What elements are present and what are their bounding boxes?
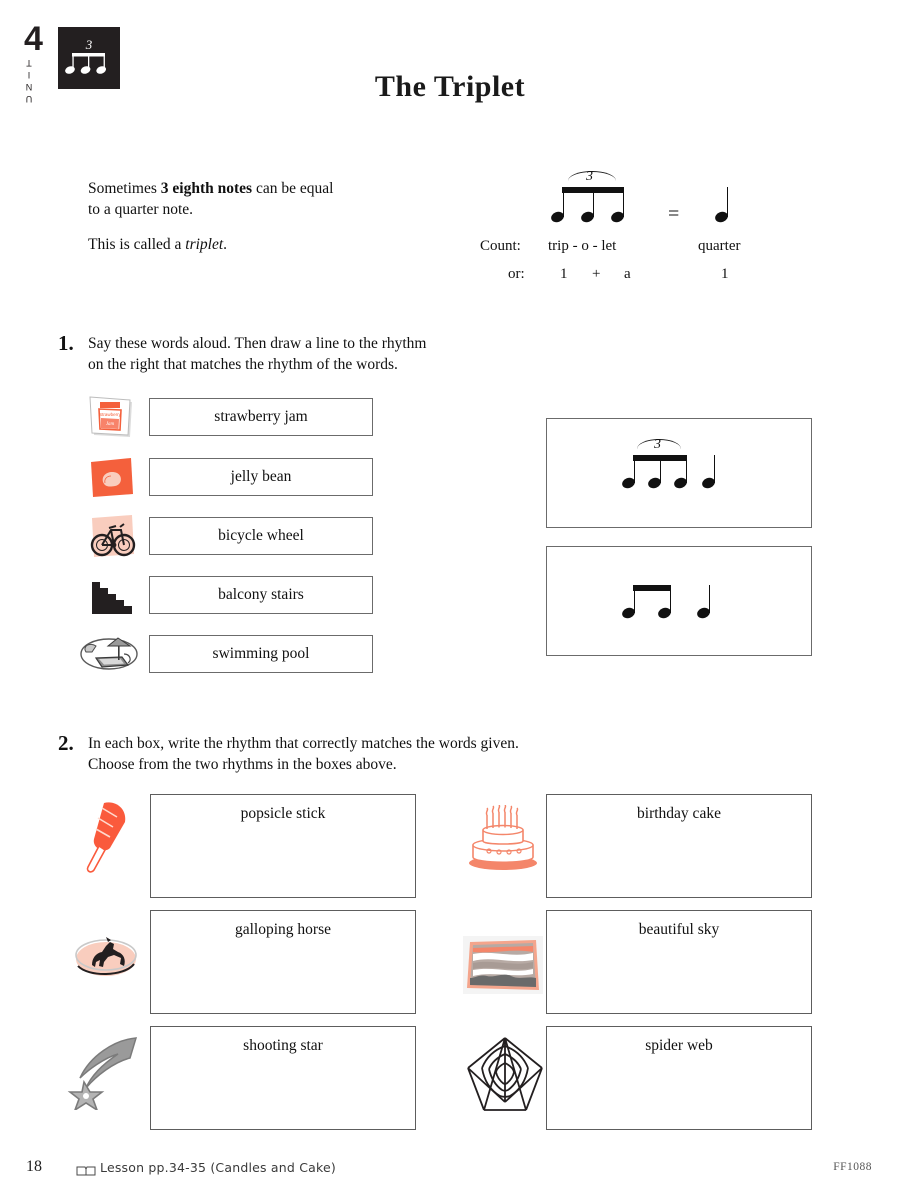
page-title: The Triplet [374,70,526,103]
jam-jar-icon [88,396,136,440]
intro2-italic: triplet [185,236,224,253]
intro-bold: 3 eighth notes [160,180,253,197]
icon-bicycle [88,514,136,560]
answerbox-popsicle-stick[interactable] [150,794,416,898]
open-book-icon [76,1163,96,1174]
wordbox-label: jelly bean [230,468,292,485]
intro-line-2 [88,234,348,255]
beam [633,585,671,591]
rhythm-box-triplet-quarter[interactable] [546,418,812,528]
or-label: or: [508,266,525,282]
svg-text:3: 3 [85,37,93,52]
icon-horse [70,928,142,988]
answerbox-shooting-star[interactable] [150,1026,416,1130]
swimming-pool-icon [78,630,140,674]
wordbox-label: balcony stairs [218,586,304,603]
exercise-1-instruction [88,333,538,375]
svg-text:Strawberry: Strawberry [99,412,121,417]
intro-suffix: can be equal to a quarter note. [88,180,334,218]
icon-spider-web [462,1032,548,1118]
triplet-demo [470,165,800,295]
triplet-number: 3 [654,437,661,452]
wordbox-bicycle-wheel[interactable] [149,517,373,555]
birthday-cake-icon [463,805,543,875]
horse-icon [70,928,142,988]
wordbox-swimming-pool[interactable] [149,635,373,673]
exercise-1-number: 1. [58,331,74,355]
or-triplet-2: + [592,266,601,282]
exercise-2-instruction [88,733,628,775]
intro2-suffix: . [223,236,228,253]
page-number: 18 [26,1158,42,1175]
or-triplet-1: 1 [560,266,568,282]
answerbox-label: birthday cake [637,805,721,822]
popsicle-icon [80,800,138,878]
footer-lesson-text: Lesson pp.34-35 (Candles and Cake) [100,1160,336,1175]
answerbox-spider-web[interactable] [546,1026,812,1130]
count-triplet-text: trip - o - let [548,238,617,254]
wordbox-label: bicycle wheel [218,527,304,544]
answerbox-label: shooting star [243,1037,323,1054]
exercise-2-instruction-line-2: Choose from the two rhythms in the boxes above. [88,756,397,773]
svg-text:Jam: Jam [105,422,115,427]
icon-swimming-pool [78,630,140,674]
shooting-star-icon [66,1030,144,1110]
icon-landscape-sky [463,936,543,994]
answerbox-galloping-horse[interactable] [150,910,416,1014]
answerbox-label: galloping horse [235,921,331,938]
intro-text [88,178,348,269]
wordbox-balcony-stairs[interactable] [149,576,373,614]
answerbox-beautiful-sky[interactable] [546,910,812,1014]
triplet-number: 3 [586,169,593,184]
intro2-prefix: This is called a [88,236,186,253]
answerbox-label: spider web [645,1037,713,1054]
icon-birthday-cake [463,805,543,875]
or-triplet-3: a [624,266,631,282]
spider-web-icon [462,1032,548,1118]
unit-number: 4 [24,20,43,58]
count-quarter-text: quarter [698,238,741,254]
intro-line-1 [88,178,348,220]
icon-popsicle [80,800,138,878]
open-book-glyph [76,1165,96,1176]
footer-code: FF1088 [833,1161,872,1173]
icon-jelly-bean [88,456,136,500]
rhythm-2-notes [623,573,763,643]
wordbox-strawberry-jam[interactable] [149,398,373,436]
wordbox-jelly-bean[interactable] [149,458,373,496]
icon-stairs [88,574,136,618]
answerbox-label: popsicle stick [240,805,326,822]
exercise-1-instruction-line-2: on the right that matches the rhythm of the words. [88,356,398,373]
icon-shooting-star [66,1030,144,1110]
wordbox-label: strawberry jam [214,408,308,425]
answerbox-birthday-cake[interactable] [546,794,812,898]
count-label: Count: [480,238,521,254]
answerbox-label: beautiful sky [638,921,720,938]
equals-sign: = [668,203,680,225]
jelly-bean-icon [88,456,136,500]
landscape-sky-icon [463,936,543,994]
demo-triplet-group [550,165,660,245]
demo-quarter-note [715,165,755,245]
icon-jam-jar [88,396,136,440]
rhythm-box-eighths-quarter[interactable] [546,546,812,656]
exercise-2-instruction-line-1: In each box, write the rhythm that correctly matches the words given. [88,735,519,752]
exercise-2-number: 2. [58,731,74,755]
stairs-icon [88,574,136,618]
rhythm-1-notes [623,433,763,503]
or-quarter: 1 [721,266,729,282]
exercise-1-instruction-line-1: Say these words aloud. Then draw a line to the rhythm [88,335,427,352]
bicycle-icon [88,514,136,560]
wordbox-label: swimming pool [212,645,310,662]
unit-label: UNIT [24,56,34,104]
intro-prefix: Sometimes [88,180,161,197]
